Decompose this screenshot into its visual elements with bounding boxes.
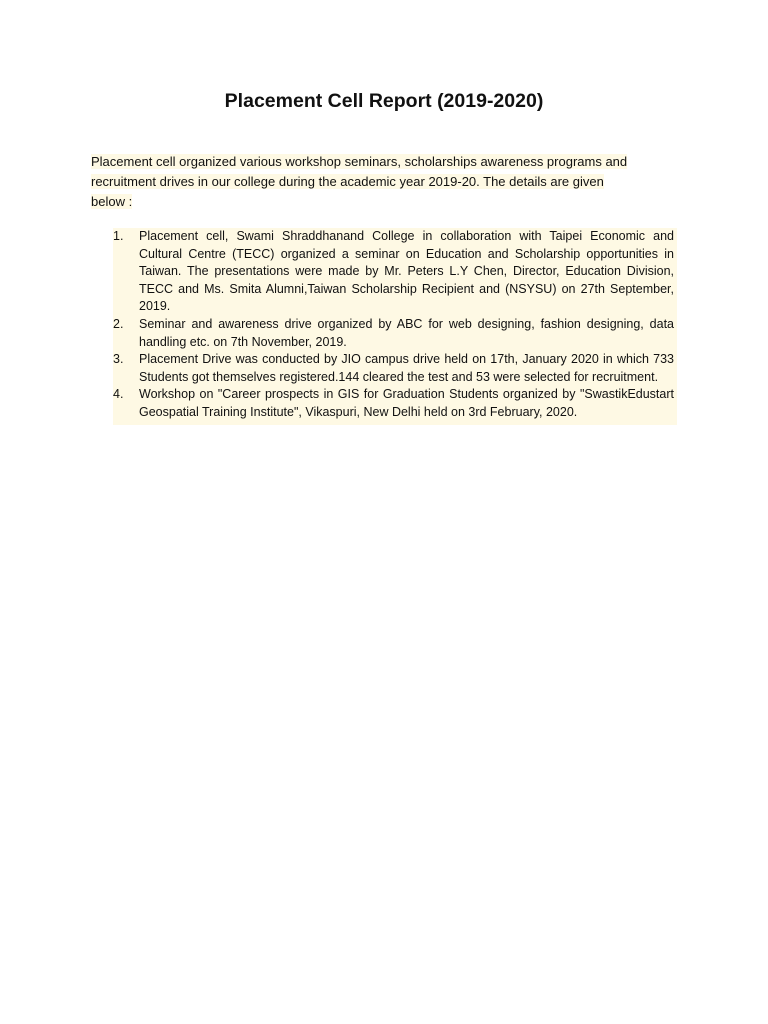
list-item-text: Workshop on "Career prospects in GIS for Graduation Students organized by "SwastikEdustart Geospatial Training Institute", Vikaspuri, New Delhi held on 3rd February, 2020. <box>139 387 674 419</box>
list-item-number: 4. <box>113 387 124 402</box>
page-title: Placement Cell Report (2019-2020) <box>224 90 544 112</box>
intro-line: recruitment drives in our college during the academic year 2019-20. The details are given <box>91 174 604 189</box>
intro-line: Placement cell organized various workshop seminars, scholarships awareness programs and <box>91 154 628 169</box>
intro-line: below : <box>91 194 133 209</box>
list-item-number: 2. <box>113 316 124 331</box>
list-item <box>113 386 677 421</box>
list-item-number: 3. <box>113 352 124 367</box>
list-item-text: Placement Drive was conducted by JIO campus drive held on 17th, January 2020 in which 733 Students got themselves registered.144 cleared the test and 53 were selected for recruitment. <box>139 352 674 384</box>
intro-paragraph <box>91 152 673 212</box>
list-item <box>113 228 677 316</box>
list-item <box>113 351 677 386</box>
list-item-text: Seminar and awareness drive organized by ABC for web designing, fashion designing, data handling etc. on 7th November, 2019. <box>139 316 674 349</box>
event-list <box>113 228 677 425</box>
list-item-text: Placement cell, Swami Shraddhanand College in collaboration with Taipei Economic and Cultural Centre (TECC) organized a seminar on Education and Scholarship opportunities in Taiwan. The presentations were made by Mr. Peters L.Y Chen, Director, Education Division, TECC and Ms. Smita Alumni,Taiwan Scholarship Recipient and (NSYSU) on 27th September, 2019. <box>139 229 674 314</box>
list-item <box>113 316 677 351</box>
list-item-number: 1. <box>113 229 124 243</box>
